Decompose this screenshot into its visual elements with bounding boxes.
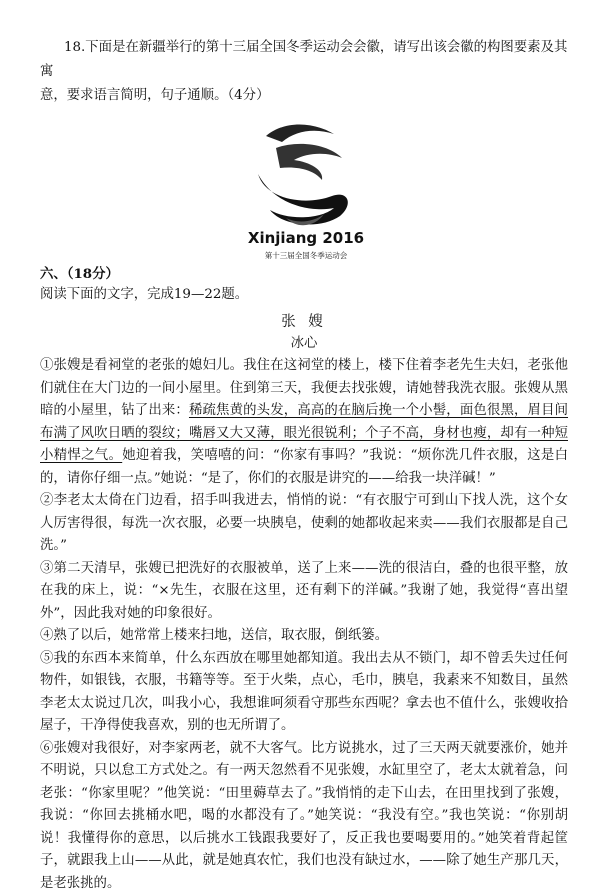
paragraph-5: ⑤我的东西本来简单，什么东西放在哪里她都知道。我出去从不锁门，却不曾丢失过任何物件，如银钱，衣服，书籍等等。至于火柴，点心，毛巾，胰皂，我素来不知数目，虽然李老太太说过几次，叫我小心，我想谁呵须看守那些东西呢？拿去也不值什么，张嫂收拾屋子，干净得使我喜欢，别的也无所谓了。 (40, 648, 568, 738)
paragraph-2: ②李老太太倚在门边看，招手叫我进去，悄悄的说：“有衣服宁可到山下找人洗，这个女人厉害得很，每洗一次衣服，必要一块胰皂，使剩的她都收起来卖——我们衣服都是自己洗。” (40, 490, 568, 558)
emblem-swirl-stroke (258, 174, 348, 225)
section-heading (40, 264, 568, 285)
paragraph-6: ⑥张嫂对我很好，对李家两老，就不大客气。比方说挑水，过了三天两天就要涨价，她并不明说，只以怠工方式处之。有一两天忽然看不见张嫂，水缸里空了，老太太就着急，问老张：“你家里呢？”他笑说：“田里薅草去了。”我悄悄的走下山去，在田里找到了张嫂，我说：“你回去挑桶水吧，喝的水都没有了。”她笑说：“我没有空。”我也笑说：“你别胡说！我懂得你的意思，以后挑水工钱跟我要好了，反正我也要喝要用的。”她笑着背起筐子，就跟我上山——从此，就是她真农忙，我们也没有缺过水，——除了她生产那几天，是老张挑的。 (40, 738, 568, 895)
games-emblem (40, 114, 568, 264)
question-18-line-1: 18.下面是在新疆举行的第十三届全国冬季运动会会徽，请写出该会徽的构图要素及其寓 (40, 36, 568, 84)
paragraph-4: ④熟了以后，她常常上楼来扫地，送信，取衣服，倒纸篓。 (40, 625, 568, 648)
emblem-caption: 第十三届全国冬季运动会 (265, 250, 348, 260)
question-18 (40, 36, 568, 108)
emblem-top-stroke (266, 124, 334, 142)
emblem-graphic (236, 114, 376, 262)
article-title: 张 嫂 (40, 311, 568, 333)
paragraph-1-part-b: 她迎着我，笑嘻嘻的问：“你家有事吗？”我说：“烦你洗几件衣服，这是白的，请你仔细一点。”她说：“是了，你们的衣服是讲究的——给我一块洋碱！” (40, 448, 568, 486)
paragraph-1-part-a: ①张嫂是看祠堂的老张的媳妇儿。我住在这祠堂的楼上，楼下住着李老先生夫妇，老张他们就住在大门边的一间小屋里。住到第三天，我便去找张嫂，请她替我洗衣服。张嫂从黑暗的小屋里，钻了出来： (40, 358, 568, 418)
exam-page (40, 36, 568, 895)
emblem-wordmark: Xinjiang 2016 (248, 229, 364, 247)
paragraph-1-underlined: 稀疏焦黄的头发，高高的在脑后挽一个小髻，面色很黑，眉目间布满了风吹日晒的裂纹；嘴唇又大又薄，眼光很锐利；个子不高，身材也瘦，却有一种短小精悍之气。 (40, 403, 568, 463)
emblem-middle-stroke (276, 144, 342, 180)
paragraph-3: ③第二天清早，张嫂已把洗好的衣服被单，送了上来——洗的很洁白，叠的也很平整，放在我的床上，说：“×先生，衣服在这里，还有剩下的洋碱。”我谢了她，我觉得“喜出望外”，因此我对她的印象很好。 (40, 558, 568, 626)
article-author: 冰心 (40, 333, 568, 355)
paragraph-1 (40, 355, 568, 490)
question-18-line-2: 意，要求语言简明，句子通顺。（4分） (40, 84, 568, 108)
section-number: 六、（18分） (40, 266, 119, 282)
section-instruction: 阅读下面的文字，完成19—22题。 (40, 285, 568, 305)
